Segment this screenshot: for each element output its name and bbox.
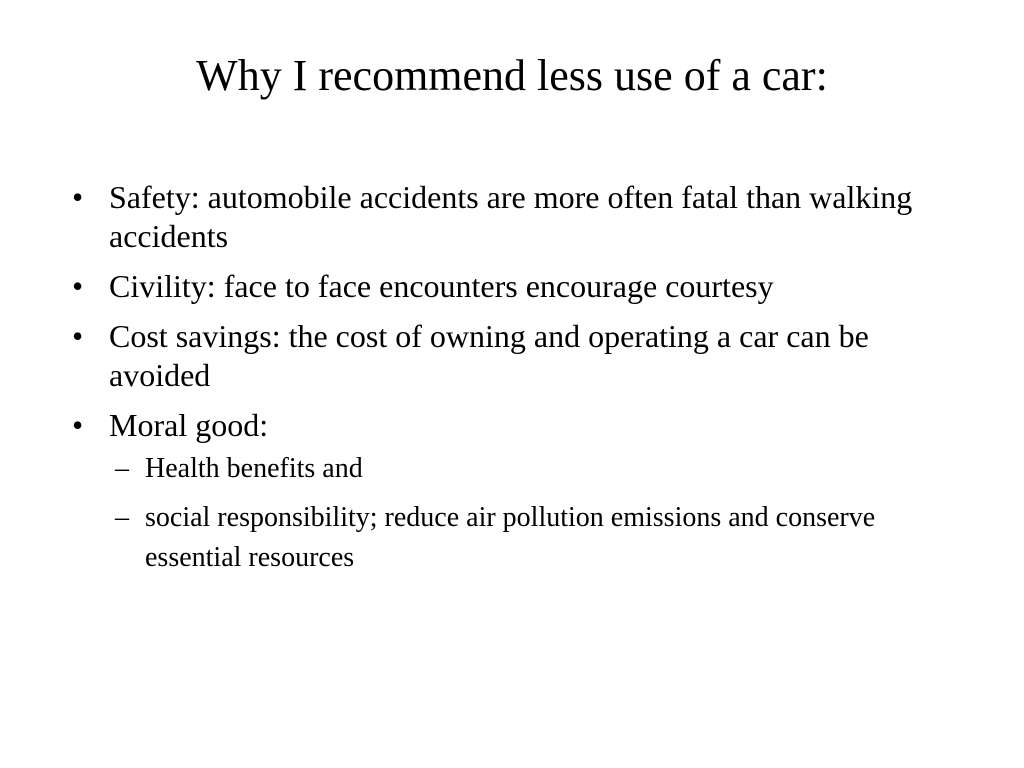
bullet-marker: • xyxy=(72,318,84,354)
bullet-item-civility xyxy=(72,267,972,306)
bullet-marker: • xyxy=(72,179,84,215)
bullet-marker: • xyxy=(72,268,84,304)
bullet-text: Moral good: xyxy=(109,407,269,443)
bullet-list xyxy=(72,178,972,589)
bullet-item-safety xyxy=(72,178,972,256)
sub-bullet-item-social-responsibility xyxy=(115,498,972,578)
sub-bullet-text: social responsibility; reduce air pollution emissions and conserve essential resources xyxy=(145,502,876,573)
sub-bullet-item-health xyxy=(115,449,972,489)
sub-bullet-marker: – xyxy=(115,502,129,533)
bullet-text: Civility: face to face encounters encourage courtesy xyxy=(109,268,774,304)
sub-bullet-list xyxy=(115,449,972,578)
bullet-text: Cost savings: the cost of owning and operating a car can be avoided xyxy=(109,318,869,393)
sub-bullet-marker: – xyxy=(115,453,129,484)
bullet-item-cost-savings xyxy=(72,317,972,395)
bullet-marker: • xyxy=(72,407,84,443)
slide-title: Why I recommend less use of a car: xyxy=(196,51,828,100)
sub-bullet-text: Health benefits and xyxy=(145,453,363,484)
bullet-item-moral-good xyxy=(72,406,972,578)
bullet-text: Safety: automobile accidents are more often fatal than walking accidents xyxy=(109,179,913,254)
